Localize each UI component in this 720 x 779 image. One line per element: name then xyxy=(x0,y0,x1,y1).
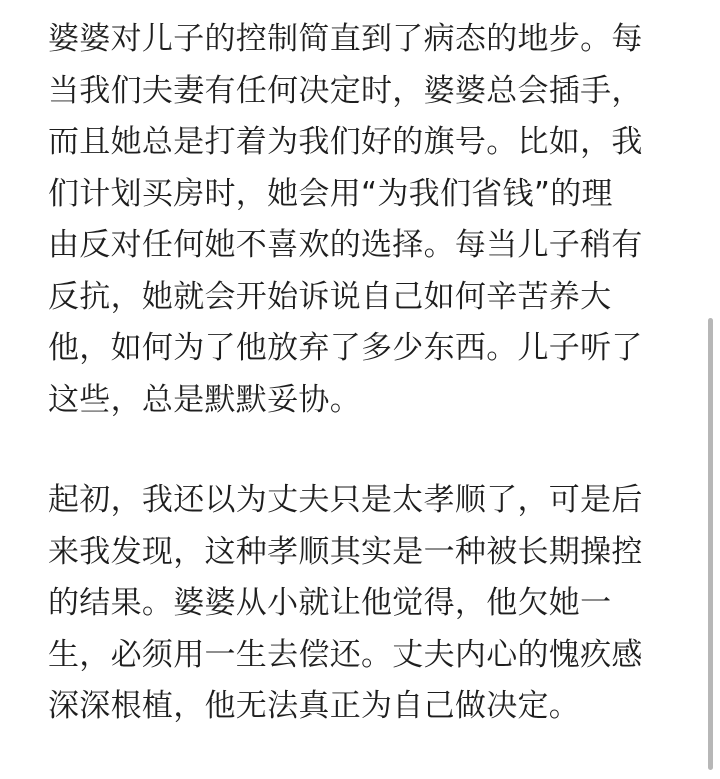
text-line: 起初，我还以为丈夫只是太孝顺了，可是后 xyxy=(48,482,643,518)
paragraph-1 xyxy=(48,14,678,426)
text-line: 婆婆对儿子的控制简直到了病态的地步。每 xyxy=(48,21,643,57)
text-line: 生，必须用一生去偿还。丈夫内心的愧疚感 xyxy=(48,636,643,673)
text-line: 当我们夫妻有任何决定时，婆婆总会插手， xyxy=(48,72,643,109)
paragraph-2 xyxy=(48,475,678,733)
text-line: 来我发现，这种孝顺其实是一种被长期操控 xyxy=(48,533,643,570)
paragraph-spacer xyxy=(48,426,678,475)
text-line: 的结果。婆婆从小就让他觉得，他欠她一 xyxy=(48,585,612,621)
vertical-scrollbar[interactable] xyxy=(706,0,716,779)
article-body xyxy=(48,14,678,733)
text-line: 们计划买房时，她会用“为我们省钱”的理 xyxy=(48,175,613,212)
text-line: 深深根植，他无法真正为自己做决定。 xyxy=(48,688,581,724)
text-line: 反抗，她就会开始诉说自己如何辛苦养大 xyxy=(48,278,612,315)
text-line: 而且她总是打着为我们好的旗号。比如，我 xyxy=(48,124,643,160)
text-line: 这些，总是默默妥协。 xyxy=(48,381,361,418)
scrollbar-thumb[interactable] xyxy=(708,318,713,770)
text-line: 由反对任何她不喜欢的选择。每当儿子稍有 xyxy=(48,227,643,263)
text-line: 他，如何为了他放弃了多少东西。儿子听了 xyxy=(48,330,643,366)
